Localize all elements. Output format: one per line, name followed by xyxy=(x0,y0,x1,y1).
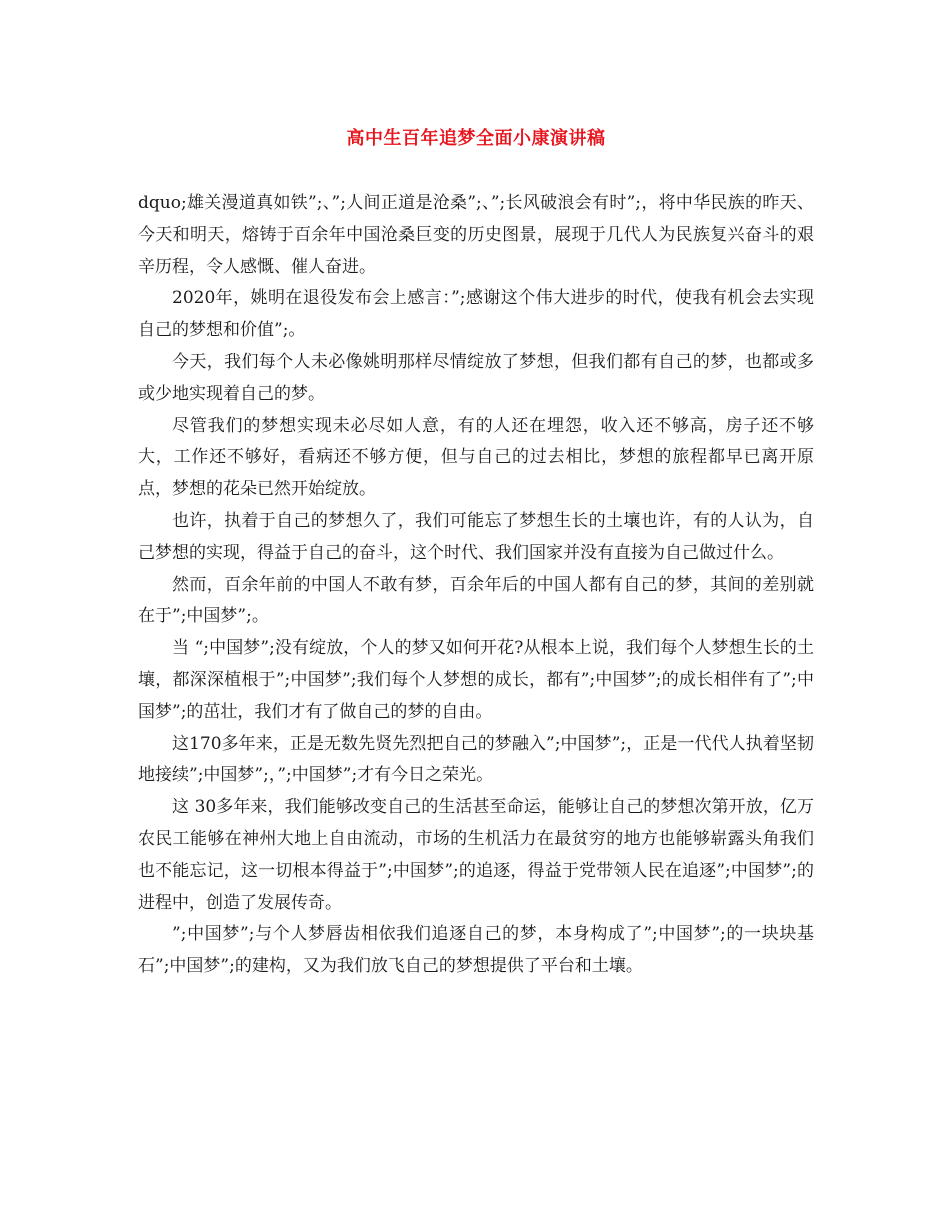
paragraph-5: 也许，执着于自己的梦想久了，我们可能忘了梦想生长的土壤也许，有的人认为，自己梦想的实现，得益于自己的奋斗，这个时代、我们国家并没有直接为自己做过什么。 xyxy=(138,510,814,563)
paragraph-6: 然而，百余年前的中国人不敢有梦，百余年后的中国人都有自己的梦，其间的差别就在于”;中国梦”;。 xyxy=(138,574,814,627)
paragraph-7: 当 “;中国梦”;没有绽放，个人的梦又如何开花?从根本上说，我们每个人梦想生长的土壤，都深深植根于”;中国梦”;我们每个人梦想的成长，都有”;中国梦”;的成长相伴有了”;中国梦”;的茁壮，我们才有了做自己的梦的自由。 xyxy=(138,638,814,722)
paragraph-8: 这170多年来，正是无数先贤先烈把自己的梦融入”;中国梦”;，正是一代代人执着坚韧地接续”;中国梦”;，”;中国梦”;才有今日之荣光。 xyxy=(138,733,814,786)
document-title: 高中生百年追梦全面小康演讲稿 xyxy=(346,128,606,149)
paragraph-1: dquo;雄关漫道真如铁”;、”;人间正道是沧桑”;、”;长风破浪会有时”;，将中华民族的昨天、今天和明天，熔铸于百余年中国沧桑巨变的历史图景，展现于几代人为民族复兴奋斗的艰辛历程，令人感慨、催人奋进。 xyxy=(138,193,814,277)
paragraph-9: 这 30多年来，我们能够改变自己的生活甚至命运，能够让自己的梦想次第开放，亿万农民工能够在神州大地上自由流动，市场的生机活力在最贫穷的地方也能够崭露头角我们也不能忘记，这一切根本得益于”;中国梦”;的追逐，得益于党带领人民在追逐”;中国梦”;的进程中，创造了发展传奇。 xyxy=(138,797,814,913)
document-body xyxy=(138,188,814,983)
paragraph-3: 今天，我们每个人未必像姚明那样尽情绽放了梦想，但我们都有自己的梦，也都或多或少地实现着自己的梦。 xyxy=(138,351,814,404)
paragraph-10: ”;中国梦”;与个人梦唇齿相依我们追逐自己的梦，本身构成了”;中国梦”;的一块块基石”;中国梦”;的建构，又为我们放飞自己的梦想提供了平台和土壤。 xyxy=(138,924,814,977)
document-page xyxy=(138,0,814,1230)
paragraph-4: 尽管我们的梦想实现未必尽如人意，有的人还在埋怨，收入还不够高，房子还不够大，工作还不够好，看病还不够方便，但与自己的过去相比，梦想的旅程都早已离开原点，梦想的花朵已然开始绽放。 xyxy=(138,415,814,500)
paragraph-2: 2020年，姚明在退役发布会上感言：”;感谢这个伟大进步的时代，使我有机会去实现自己的梦想和价值”;。 xyxy=(138,288,814,341)
